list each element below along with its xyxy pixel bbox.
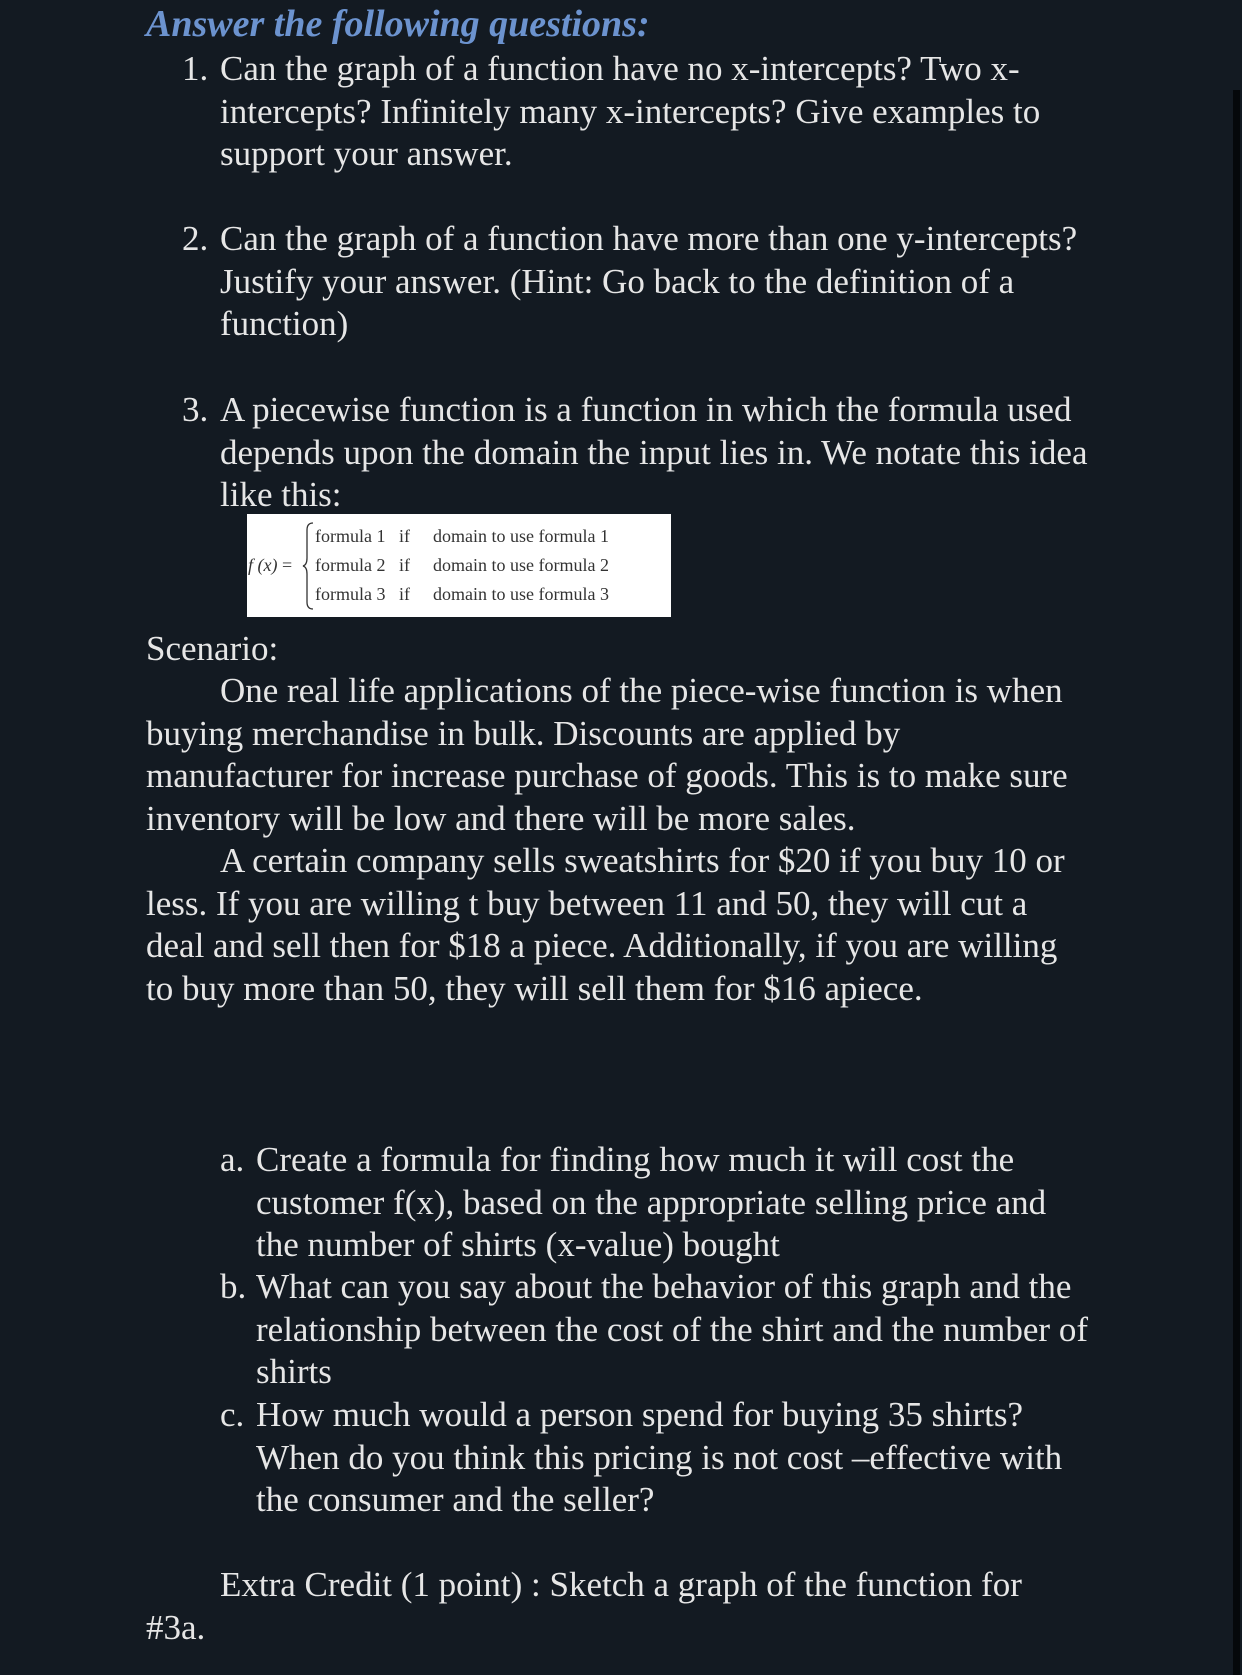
subquestion-c <box>220 1394 1096 1522</box>
formula-domain: domain to use formula 3 <box>433 584 609 604</box>
scenario-paragraph: A certain company sells sweatshirts for $20 if you buy 10 or less. If you are willing t buy between 11 and 50, they will cut a deal and sell then for $18 a piece. Additionally, if you are willing to buy more than 50, they will sell them for $16 apiece. <box>146 841 1065 1008</box>
formula-domain: domain to use formula 2 <box>433 555 609 575</box>
subquestion-b <box>220 1266 1096 1394</box>
question-text: Can the graph of a function have no x-intercepts? Two x-intercepts? Infinitely many x-intercepts? Give examples to support your answer. <box>220 49 1041 174</box>
formula-row <box>315 555 609 576</box>
formula-expression: formula 1 <box>315 526 386 546</box>
subquestion-letter: a. <box>220 1140 245 1179</box>
question-number: 2. <box>182 219 209 258</box>
formula-if: if <box>399 584 410 604</box>
question-number: 1. <box>182 49 209 88</box>
subquestion-text: Create a formula for finding how much it will cost the customer f(x), based on the appropriate selling price and the number of shirts (x-value) bought <box>256 1140 1047 1265</box>
function-name: f (x) <box>248 555 278 575</box>
piecewise-formula-image <box>247 514 671 617</box>
equals-sign: = <box>281 555 293 575</box>
formula-row <box>315 584 609 605</box>
formula-expression: formula 2 <box>315 555 386 575</box>
curly-brace-icon <box>302 522 314 610</box>
formula-row <box>315 526 609 547</box>
question-1 <box>182 48 1120 176</box>
subquestion-letter: c. <box>220 1395 245 1434</box>
formula-if: if <box>399 526 410 546</box>
question-text: A piecewise function is a function in which the formula used depends upon the domain the input lies in. We notate this idea like this: <box>220 390 1088 515</box>
subquestion-text: How much would a person spend for buying 35 shirts? When do you think this pricing is not cost –effective with the consumer and the seller? <box>256 1395 1063 1520</box>
question-text: Can the graph of a function have more than one y-intercepts? Justify your answer. (Hint: Go back to the definition of a function) <box>220 219 1078 344</box>
question-2 <box>182 218 1120 346</box>
question-3 <box>182 389 1120 517</box>
formula-expression: formula 3 <box>315 584 386 604</box>
subquestion-a <box>220 1139 1096 1267</box>
scrollbar[interactable] <box>1233 90 1240 1675</box>
formula-if: if <box>399 555 410 575</box>
page-heading: Answer the following questions: <box>146 3 650 45</box>
function-lhs <box>248 555 292 576</box>
scenario-paragraph: One real life applications of the piece-wise function is when buying merchandise in bulk. Discounts are applied by manufacturer for increase purchase of goods. This is to make sure inventory will be low and there will be more sales. <box>146 671 1068 838</box>
subquestion-letter: b. <box>220 1267 247 1306</box>
subquestion-text: What can you say about the behavior of this graph and the relationship between the cost of the shirt and the number of shirts <box>256 1267 1088 1392</box>
extra-credit: Extra Credit (1 point) : Sketch a graph of the function for #3a. <box>146 1565 1022 1647</box>
formula-domain: domain to use formula 1 <box>433 526 609 546</box>
question-number: 3. <box>182 390 209 429</box>
scenario-label: Scenario: <box>146 629 279 668</box>
